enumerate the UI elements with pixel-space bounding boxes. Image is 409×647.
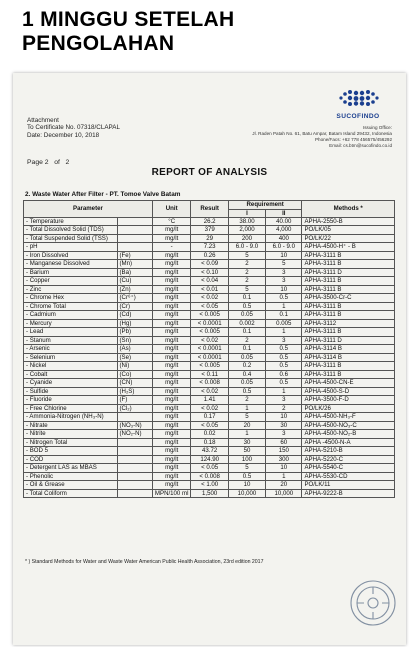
result-cell: < 0.0001 — [191, 353, 228, 362]
requirement-i-cell: 30 — [228, 438, 265, 447]
result-cell: 379 — [191, 226, 228, 235]
requirement-ii-cell: 4,000 — [266, 226, 302, 235]
param-cell: - Iron Dissolved — [24, 251, 118, 260]
unit-cell: mg/lt — [152, 404, 191, 413]
table-row — [24, 421, 395, 430]
method-cell: APHA-3114 B — [302, 345, 395, 354]
requirement-i-cell: 0.5 — [228, 387, 265, 396]
table-row — [24, 455, 395, 464]
method-cell: APHA-3111 B — [302, 311, 395, 320]
header-requirement: Requirement — [228, 201, 302, 210]
param-cell: - Temperature — [24, 217, 118, 226]
symbol-cell — [117, 217, 152, 226]
method-cell: APHA-3111 B — [302, 260, 395, 269]
param-cell: - Cobalt — [24, 370, 118, 379]
result-cell: < 0.005 — [191, 328, 228, 337]
unit-cell: mg/lt — [152, 396, 191, 405]
param-cell: - Detergent LAS as MBAS — [24, 464, 118, 473]
unit-cell: mg/lt — [152, 472, 191, 481]
requirement-i-cell: 200 — [228, 234, 265, 243]
param-cell: - Zinc — [24, 285, 118, 294]
requirement-ii-cell: 0.6 — [266, 370, 302, 379]
method-cell: APHA-4500-NH₃-F — [302, 413, 395, 422]
result-cell: 29 — [191, 234, 228, 243]
requirement-i-cell: 0.05 — [228, 379, 265, 388]
requirement-i-cell: 0.4 — [228, 370, 265, 379]
requirement-ii-cell: 6.0 - 9.0 — [266, 243, 302, 252]
attachment-label: Attachment — [27, 117, 59, 124]
result-cell: < 0.008 — [191, 472, 228, 481]
symbol-cell — [117, 489, 152, 498]
requirement-i-cell: 0.2 — [228, 362, 265, 371]
method-cell: APHA-3114 B — [302, 353, 395, 362]
office-phone: Phone/Facs: +62 778 456575/456292 — [314, 137, 392, 142]
table-row — [24, 413, 395, 422]
param-cell: - Total Coliform — [24, 489, 118, 498]
method-cell: APHA-3500-F-D — [302, 396, 395, 405]
method-cell: PO/LK/26 — [302, 404, 395, 413]
table-row — [24, 489, 395, 498]
method-cell: APHA-2550-B — [302, 217, 395, 226]
logo-wordmark: SUCOFINDO — [336, 113, 380, 120]
table-row — [24, 353, 395, 362]
certificate-number: To Certificate No. 07318/CLAPAL — [27, 124, 120, 132]
method-cell: APHA-3500-Cr-C — [302, 294, 395, 303]
table-row — [24, 277, 395, 286]
issuing-office — [192, 125, 392, 149]
symbol-cell: (Sn) — [117, 336, 152, 345]
param-cell: - Copper — [24, 277, 118, 286]
unit-cell: mg/lt — [152, 294, 191, 303]
requirement-i-cell: 5 — [228, 285, 265, 294]
sucofindo-seal-stamp-icon — [348, 578, 398, 628]
unit-cell: MPN/100 ml — [152, 489, 191, 498]
table-row — [24, 226, 395, 235]
method-cell: APHA-5220-C — [302, 455, 395, 464]
company-logo — [326, 89, 390, 120]
table-row — [24, 396, 395, 405]
param-cell: - Barium — [24, 268, 118, 277]
unit-cell: mg/lt — [152, 430, 191, 439]
symbol-cell: (NO₂-N) — [117, 430, 152, 439]
param-cell: - Fluoride — [24, 396, 118, 405]
requirement-i-cell: 0.5 — [228, 302, 265, 311]
requirement-ii-cell: 3 — [266, 268, 302, 277]
unit-cell: mg/lt — [152, 353, 191, 362]
method-cell: PO/LK/11 — [302, 481, 395, 490]
param-cell: - Mercury — [24, 319, 118, 328]
sucofindo-globe-logo-icon — [335, 89, 381, 107]
page-number: Page 2 of 2 — [27, 159, 70, 166]
unit-cell: mg/lt — [152, 277, 191, 286]
method-cell: APHA-5540-C — [302, 464, 395, 473]
requirement-ii-cell: 10,000 — [266, 489, 302, 498]
unit-cell: mg/lt — [152, 285, 191, 294]
document-meta — [27, 117, 120, 139]
result-cell: < 0.02 — [191, 336, 228, 345]
symbol-cell — [117, 472, 152, 481]
table-row — [24, 217, 395, 226]
requirement-ii-cell: 1 — [266, 387, 302, 396]
table-row — [24, 472, 395, 481]
symbol-cell: (Ba) — [117, 268, 152, 277]
symbol-cell: (F) — [117, 396, 152, 405]
requirement-i-cell: 0.1 — [228, 294, 265, 303]
param-cell: - Cadmium — [24, 311, 118, 320]
result-cell: 0.17 — [191, 413, 228, 422]
unit-cell: mg/lt — [152, 328, 191, 337]
header-methods: Methods * — [302, 201, 395, 218]
table-row — [24, 260, 395, 269]
requirement-ii-cell: 30 — [266, 421, 302, 430]
param-cell: - Ammonia-Nitrogen (NH₃-N) — [24, 413, 118, 422]
unit-cell: mg/lt — [152, 311, 191, 320]
requirement-ii-cell: 0.5 — [266, 379, 302, 388]
requirement-ii-cell: 10 — [266, 464, 302, 473]
requirement-i-cell: 0.002 — [228, 319, 265, 328]
symbol-cell: (As) — [117, 345, 152, 354]
param-cell: - Selenium — [24, 353, 118, 362]
requirement-i-cell: 20 — [228, 421, 265, 430]
requirement-i-cell: 2 — [228, 336, 265, 345]
result-cell: 0.18 — [191, 438, 228, 447]
param-cell: - BOD 5 — [24, 447, 118, 456]
unit-cell: mg/lt — [152, 413, 191, 422]
requirement-i-cell: 10 — [228, 481, 265, 490]
unit-cell: mg/lt — [152, 336, 191, 345]
unit-cell: mg/lt — [152, 260, 191, 269]
result-cell: < 0.0001 — [191, 319, 228, 328]
symbol-cell: (Zn) — [117, 285, 152, 294]
param-cell: - Manganese Dissolved — [24, 260, 118, 269]
requirement-i-cell: 5 — [228, 251, 265, 260]
symbol-cell — [117, 243, 152, 252]
unit-cell: mg/lt — [152, 455, 191, 464]
requirement-i-cell: 100 — [228, 455, 265, 464]
method-cell: PO/LK/22 — [302, 234, 395, 243]
requirement-i-cell: 0.1 — [228, 345, 265, 354]
report-title: REPORT OF ANALYSIS — [151, 167, 268, 178]
param-cell: - COD — [24, 455, 118, 464]
requirement-ii-cell: 3 — [266, 336, 302, 345]
method-cell: APHA-3111 D — [302, 268, 395, 277]
issuing-office-label: Issuing Office: — [362, 125, 392, 130]
requirement-ii-cell: 1 — [266, 472, 302, 481]
unit-cell: mg/lt — [152, 268, 191, 277]
result-cell: < 0.005 — [191, 362, 228, 371]
requirement-i-cell: 2 — [228, 396, 265, 405]
unit-cell: mg/lt — [152, 438, 191, 447]
result-cell: < 0.05 — [191, 302, 228, 311]
requirement-ii-cell: 2 — [266, 404, 302, 413]
table-header-row — [24, 201, 395, 210]
table-row — [24, 285, 395, 294]
param-cell: - Oil & Grease — [24, 481, 118, 490]
requirement-ii-cell: 3 — [266, 277, 302, 286]
unit-cell: mg/lt — [152, 370, 191, 379]
requirement-i-cell: 1 — [228, 404, 265, 413]
method-cell: APHA-3111 B — [302, 370, 395, 379]
requirement-ii-cell: 3 — [266, 430, 302, 439]
result-cell: < 0.01 — [191, 285, 228, 294]
table-row — [24, 234, 395, 243]
unit-cell: mg/lt — [152, 447, 191, 456]
requirement-ii-cell: 0.5 — [266, 294, 302, 303]
symbol-cell: (CN) — [117, 379, 152, 388]
method-cell: APHA-5530-CD — [302, 472, 395, 481]
requirement-i-cell: 2 — [228, 268, 265, 277]
param-cell: - Total Dissolved Solid (TDS) — [24, 226, 118, 235]
requirement-ii-cell: 20 — [266, 481, 302, 490]
symbol-cell: (Se) — [117, 353, 152, 362]
office-email: Email: cs.btm@sucofindo.co.id — [329, 143, 392, 148]
requirement-i-cell: 38.00 — [228, 217, 265, 226]
requirement-i-cell: 0.05 — [228, 353, 265, 362]
requirement-ii-cell: 400 — [266, 234, 302, 243]
symbol-cell: (Pb) — [117, 328, 152, 337]
param-cell: - Sulfide — [24, 387, 118, 396]
table-row — [24, 268, 395, 277]
unit-cell: mg/lt — [152, 421, 191, 430]
unit-cell: mg/lt — [152, 379, 191, 388]
method-cell: APHA-4500-S-D — [302, 387, 395, 396]
symbol-cell: (Cr⁶⁺) — [117, 294, 152, 303]
requirement-ii-cell: 40.00 — [266, 217, 302, 226]
symbol-cell: (Ni) — [117, 362, 152, 371]
requirement-i-cell: 0.05 — [228, 311, 265, 320]
requirement-ii-cell: 60 — [266, 438, 302, 447]
requirement-ii-cell: 10 — [266, 285, 302, 294]
symbol-cell — [117, 447, 152, 456]
param-cell: - Arsenic — [24, 345, 118, 354]
unit-cell: mg/lt — [152, 345, 191, 354]
result-cell: < 0.09 — [191, 260, 228, 269]
method-cell: APHA -4500-N-A — [302, 438, 395, 447]
result-cell: 43.72 — [191, 447, 228, 456]
result-cell: < 0.02 — [191, 404, 228, 413]
headline — [22, 8, 234, 56]
method-cell: APHA-5210-B — [302, 447, 395, 456]
symbol-cell: (Cl₂) — [117, 404, 152, 413]
header-result: Result — [191, 201, 228, 218]
table-row — [24, 430, 395, 439]
document-date: Date: December 10, 2018 — [27, 131, 100, 139]
unit-cell: mg/lt — [152, 251, 191, 260]
symbol-cell — [117, 464, 152, 473]
unit-cell: mg/lt — [152, 319, 191, 328]
result-cell: < 0.02 — [191, 294, 228, 303]
symbol-cell — [117, 438, 152, 447]
unit-cell: °C — [152, 217, 191, 226]
table-row — [24, 311, 395, 320]
param-cell: - Chrome Total — [24, 302, 118, 311]
unit-cell: mg/lt — [152, 302, 191, 311]
requirement-i-cell: 5 — [228, 464, 265, 473]
result-cell: < 0.04 — [191, 277, 228, 286]
requirement-i-cell: 50 — [228, 447, 265, 456]
symbol-cell: (Mn) — [117, 260, 152, 269]
symbol-cell: (Cr) — [117, 302, 152, 311]
table-row — [24, 481, 395, 490]
param-cell: - Nitrogen Total — [24, 438, 118, 447]
requirement-i-cell: 6.0 - 9.0 — [228, 243, 265, 252]
result-cell: 0.26 — [191, 251, 228, 260]
requirement-ii-cell: 0.005 — [266, 319, 302, 328]
result-cell: < 0.10 — [191, 268, 228, 277]
requirement-ii-cell: 0.1 — [266, 311, 302, 320]
method-cell: APHA-4500-CN-E — [302, 379, 395, 388]
method-cell: APHA-4500-NO₃-C — [302, 421, 395, 430]
requirement-i-cell: 5 — [228, 413, 265, 422]
result-cell: < 0.02 — [191, 387, 228, 396]
requirement-ii-cell: 3 — [266, 396, 302, 405]
table-row — [24, 243, 395, 252]
param-cell: - Stanum — [24, 336, 118, 345]
header-unit: Unit — [152, 201, 191, 218]
requirement-ii-cell: 1 — [266, 302, 302, 311]
table-row — [24, 404, 395, 413]
symbol-cell: (Cd) — [117, 311, 152, 320]
unit-cell: mg/lt — [152, 481, 191, 490]
header-parameter: Parameter — [24, 201, 153, 218]
method-cell: APHA-3111 B — [302, 302, 395, 311]
requirement-ii-cell: 10 — [266, 413, 302, 422]
requirement-ii-cell: 150 — [266, 447, 302, 456]
table-row — [24, 328, 395, 337]
unit-cell: mg/lt — [152, 464, 191, 473]
symbol-cell — [117, 234, 152, 243]
method-cell: APHA-9222-B — [302, 489, 395, 498]
table-row — [24, 438, 395, 447]
result-cell: < 0.008 — [191, 379, 228, 388]
unit-cell: mg/lt — [152, 362, 191, 371]
method-cell: APHA-3111 B — [302, 285, 395, 294]
table-row — [24, 294, 395, 303]
symbol-cell — [117, 413, 152, 422]
table-row — [24, 319, 395, 328]
table-row — [24, 345, 395, 354]
table-row — [24, 464, 395, 473]
method-cell: APHA-4500-NO₂-B — [302, 430, 395, 439]
method-cell: APHA-3111 B — [302, 328, 395, 337]
param-cell: - Nitrate — [24, 421, 118, 430]
requirement-i-cell: 10,000 — [228, 489, 265, 498]
symbol-cell — [117, 226, 152, 235]
requirement-i-cell: 0.5 — [228, 472, 265, 481]
method-cell: APHA-3111 B — [302, 277, 395, 286]
method-cell: APHA-3112 — [302, 319, 395, 328]
methods-footnote: * ) Standard Methods for Water and Waste Water American Public Health Association, 23rd edition 2017 — [25, 559, 264, 565]
method-cell: APHA-4500-H⁺ - B — [302, 243, 395, 252]
param-cell: - Lead — [24, 328, 118, 337]
header-requirement-i: I — [228, 209, 265, 217]
result-cell: < 1.00 — [191, 481, 228, 490]
table-row — [24, 251, 395, 260]
symbol-cell — [117, 481, 152, 490]
result-cell: 124.90 — [191, 455, 228, 464]
symbol-cell: (H₂S) — [117, 387, 152, 396]
requirement-i-cell: 2 — [228, 277, 265, 286]
headline-line-2: PENGOLAHAN — [22, 32, 175, 55]
param-cell: - Phenolic — [24, 472, 118, 481]
result-cell: < 0.05 — [191, 464, 228, 473]
method-cell: APHA-3111 B — [302, 251, 395, 260]
result-cell: 1,500 — [191, 489, 228, 498]
result-cell: 26.2 — [191, 217, 228, 226]
symbol-cell: (Hg) — [117, 319, 152, 328]
table-row — [24, 370, 395, 379]
result-cell: < 0.005 — [191, 311, 228, 320]
unit-cell: mg/lt — [152, 234, 191, 243]
method-cell: PO/LK/05 — [302, 226, 395, 235]
table-row — [24, 336, 395, 345]
param-cell: - Cyanide — [24, 379, 118, 388]
header-requirement-ii: II — [266, 209, 302, 217]
unit-cell: mg/lt — [152, 226, 191, 235]
analysis-results-body — [24, 217, 395, 498]
param-cell: - pH — [24, 243, 118, 252]
requirement-ii-cell: 0.5 — [266, 353, 302, 362]
param-cell: - Total Suspended Solid (TSS) — [24, 234, 118, 243]
symbol-cell: (Fe) — [117, 251, 152, 260]
requirement-ii-cell: 0.5 — [266, 345, 302, 354]
symbol-cell: (NO₃-N) — [117, 421, 152, 430]
requirement-ii-cell: 300 — [266, 455, 302, 464]
result-cell: < 0.05 — [191, 421, 228, 430]
param-cell: - Nitrite — [24, 430, 118, 439]
result-cell: < 0.11 — [191, 370, 228, 379]
param-cell: - Chrome Hex — [24, 294, 118, 303]
table-row — [24, 302, 395, 311]
analysis-results-table — [23, 200, 395, 498]
param-cell: - Free Chlorine — [24, 404, 118, 413]
table-row — [24, 362, 395, 371]
unit-cell: - — [152, 243, 191, 252]
result-cell: 7.23 — [191, 243, 228, 252]
requirement-i-cell: 2,000 — [228, 226, 265, 235]
headline-line-1: 1 MINGGU SETELAH — [22, 8, 235, 31]
requirement-i-cell: 2 — [228, 260, 265, 269]
table-row — [24, 387, 395, 396]
table-row — [24, 447, 395, 456]
param-cell: - Nickel — [24, 362, 118, 371]
symbol-cell — [117, 455, 152, 464]
table-row — [24, 379, 395, 388]
symbol-cell: (Co) — [117, 370, 152, 379]
result-cell: 0.02 — [191, 430, 228, 439]
unit-cell: mg/lt — [152, 387, 191, 396]
result-cell: < 0.0001 — [191, 345, 228, 354]
method-cell: APHA-3111 B — [302, 362, 395, 371]
method-cell: APHA-3111 D — [302, 336, 395, 345]
symbol-cell: (Cu) — [117, 277, 152, 286]
document-page — [13, 73, 406, 645]
requirement-i-cell: 0.1 — [228, 328, 265, 337]
office-street: Jl. Raden Patah No. 61, Batu Ampar, Batam Island 29432, Indonesia — [252, 131, 392, 136]
requirement-ii-cell: 1 — [266, 328, 302, 337]
requirement-i-cell: 1 — [228, 430, 265, 439]
requirement-ii-cell: 5 — [266, 260, 302, 269]
result-cell: 1.41 — [191, 396, 228, 405]
section-title: 2. Waste Water After Filter - PT. Tomoe Valve Batam — [25, 191, 181, 198]
requirement-ii-cell: 0.5 — [266, 362, 302, 371]
requirement-ii-cell: 10 — [266, 251, 302, 260]
